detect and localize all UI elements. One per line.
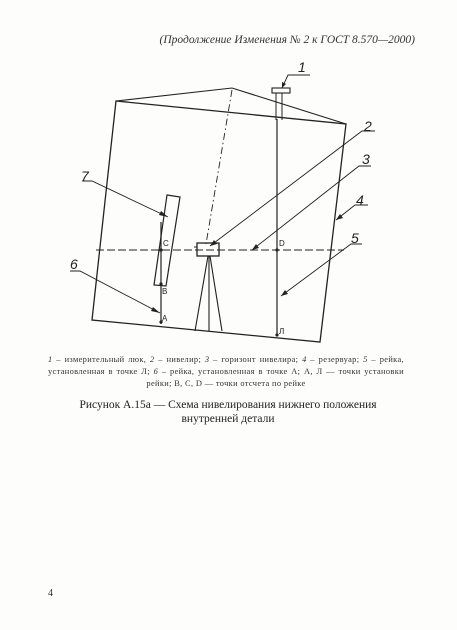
legend-text-3: горизонт нивелира;	[221, 355, 299, 364]
callout-1: 1	[298, 59, 306, 75]
page-header: (Продолжение Изменения № 2 к ГОСТ 8.570—2000)	[159, 34, 415, 46]
level-instrument	[197, 243, 219, 256]
callout-3: 3	[362, 151, 370, 167]
legend-text-1: измерительный люк,	[64, 355, 147, 364]
callout-2: 2	[364, 118, 372, 134]
tripod-leg	[210, 256, 222, 331]
legend-num-1: 1	[48, 355, 53, 364]
legend-text-5: рейка, установленная в точке Л;	[48, 355, 404, 376]
legend-num-6: 6	[153, 367, 159, 376]
legend-num-4: 4	[302, 355, 307, 364]
legend-num-3: 3	[204, 355, 210, 364]
callout-5: 5	[351, 230, 359, 246]
legend-points-note: А, Л — точки установки рейки; В, С, D — точки отсчета по рейке	[146, 367, 404, 388]
figure-legend: 1 – измерительный люк, 2 – нивелир; 3 – горизонт нивелира; 4 – резервуар; 5 – рейка, установленная в точке Л; 6 – рейка, установленная в точке А; А, Л — точки установки рейки; В, С, D — точки отсчета по рейке	[48, 355, 404, 388]
label-point-C: C	[163, 239, 169, 248]
point-B-dot	[159, 282, 162, 285]
vertical-axis	[206, 90, 232, 244]
legend-num-5: 5	[363, 355, 368, 364]
leader-6	[70, 271, 160, 313]
leader-1	[282, 75, 310, 88]
label-point-A: A	[162, 314, 168, 323]
callout-4: 4	[356, 192, 364, 208]
measuring-hatch	[272, 88, 290, 93]
leader-7	[82, 181, 168, 217]
point-D-dot	[275, 248, 278, 251]
label-point-L: Л	[279, 327, 285, 336]
legend-text-4: резервуар;	[318, 355, 360, 364]
legend-text-6: рейка, установленная в точке А;	[170, 367, 301, 376]
leader-2	[210, 131, 375, 246]
arrowhead-6	[151, 307, 160, 313]
point-C-dot	[159, 248, 162, 251]
legend-num-2: 2	[149, 355, 155, 364]
figure-title: Рисунок А.15а — Схема нивелирования нижнего положения внутренней детали	[79, 399, 377, 425]
legend-text-2: нивелир;	[166, 355, 202, 364]
label-point-B: B	[162, 287, 168, 296]
callout-6: 6	[70, 256, 78, 272]
page-number: 4	[48, 588, 53, 599]
tripod-leg	[195, 256, 208, 331]
tank-outline	[92, 101, 346, 342]
label-point-D: D	[279, 239, 285, 248]
arrowhead-5	[281, 290, 288, 296]
callout-7: 7	[81, 168, 89, 184]
leader-5	[281, 244, 362, 296]
